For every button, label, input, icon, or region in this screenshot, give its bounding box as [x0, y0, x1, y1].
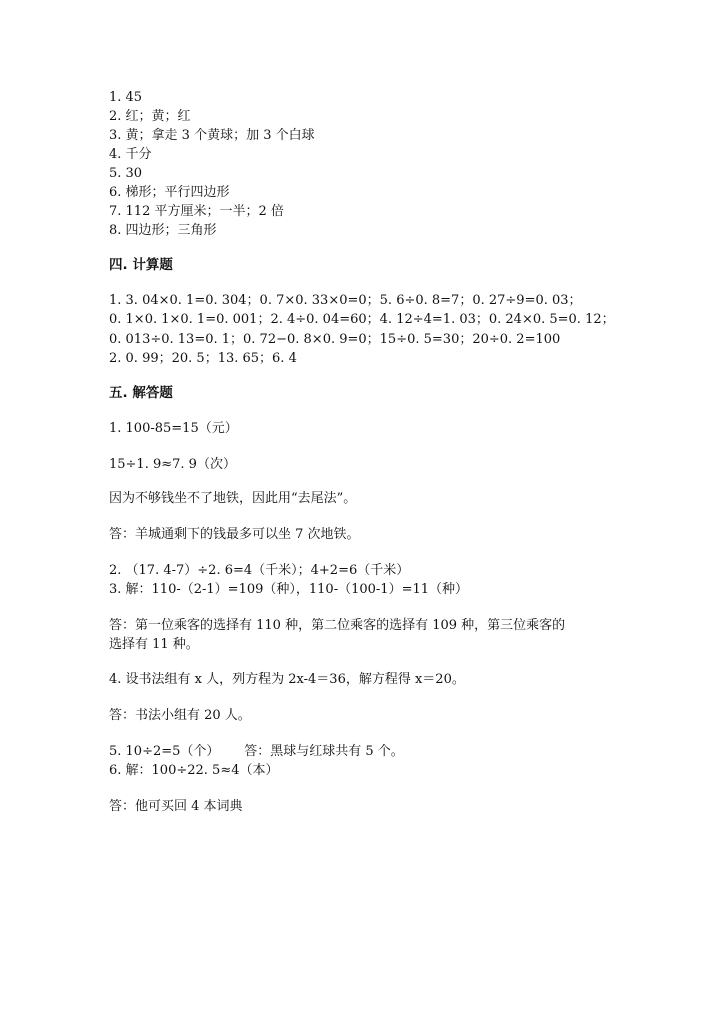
- answer-line: 4. 千分: [109, 147, 152, 162]
- solution-answer: 答：羊城通剩下的钱最多可以坐 7 次地铁。: [109, 527, 360, 542]
- solution-line: 4. 设书法组有 x 人，列方程为 2x-4＝36，解方程得 x＝20。: [109, 672, 465, 687]
- solution-line: 15÷1. 9≈7. 9（次）: [109, 457, 236, 472]
- calculation-line: 0. 013÷0. 13=0. 1；0. 72−0. 8×0. 9=0；15÷0. 5=30；20÷0. 2=100: [109, 332, 561, 347]
- solution-line: 3. 解：110-（2-1）=109（种），110-（100-1）=11（种）: [109, 582, 468, 597]
- solution-answer: 答：书法小组有 20 人。: [109, 708, 251, 723]
- solution-answer: 选择有 11 种。: [109, 637, 199, 652]
- calculation-line: 2. 0. 99；20. 5；13. 65；6. 4: [109, 351, 297, 366]
- calculation-line: 0. 1×0. 1×0. 1=0. 001；2. 4÷0. 04=60；4. 12÷4=1. 03；0. 24×0. 5=0. 12；: [109, 312, 615, 327]
- solution-answer: 答：他可买回 4 本词典: [109, 799, 243, 814]
- solution-line: 5. 10÷2=5（个） 答：黑球与红球共有 5 个。: [109, 744, 404, 759]
- solution-line: 2. （17. 4-7）÷2. 6=4（千米）；4+2=6（千米）: [109, 563, 410, 578]
- answer-line: 8. 四边形；三角形: [109, 223, 217, 238]
- answer-line: 3. 黄；拿走 3 个黄球；加 3 个白球: [109, 128, 315, 143]
- answer-line: 5. 30: [109, 166, 143, 181]
- solution-line: 6. 解：100÷22. 5≈4（本）: [109, 763, 279, 778]
- solution-line: 1. 100-85=15（元）: [109, 421, 238, 436]
- answer-line: 6. 梯形；平行四边形: [109, 185, 230, 200]
- section-heading-calculation: 四. 计算题: [109, 257, 173, 273]
- answer-line: 2. 红；黄；红: [109, 109, 191, 124]
- solution-answer: 答：第一位乘客的选择有 110 种，第二位乘客的选择有 109 种，第三位乘客的: [109, 618, 566, 633]
- answer-line: 1. 45: [109, 90, 143, 105]
- solution-line: 因为不够钱坐不了地铁，因此用“去尾法”。: [109, 491, 357, 506]
- calculation-line: 1. 3. 04×0. 1=0. 304；0. 7×0. 33×0=0；5. 6÷0. 8=7；0. 27÷9=0. 03；: [109, 293, 582, 308]
- section-heading-word-problems: 五. 解答题: [109, 385, 173, 401]
- answer-line: 7. 112 平方厘米；一半；2 倍: [109, 204, 284, 219]
